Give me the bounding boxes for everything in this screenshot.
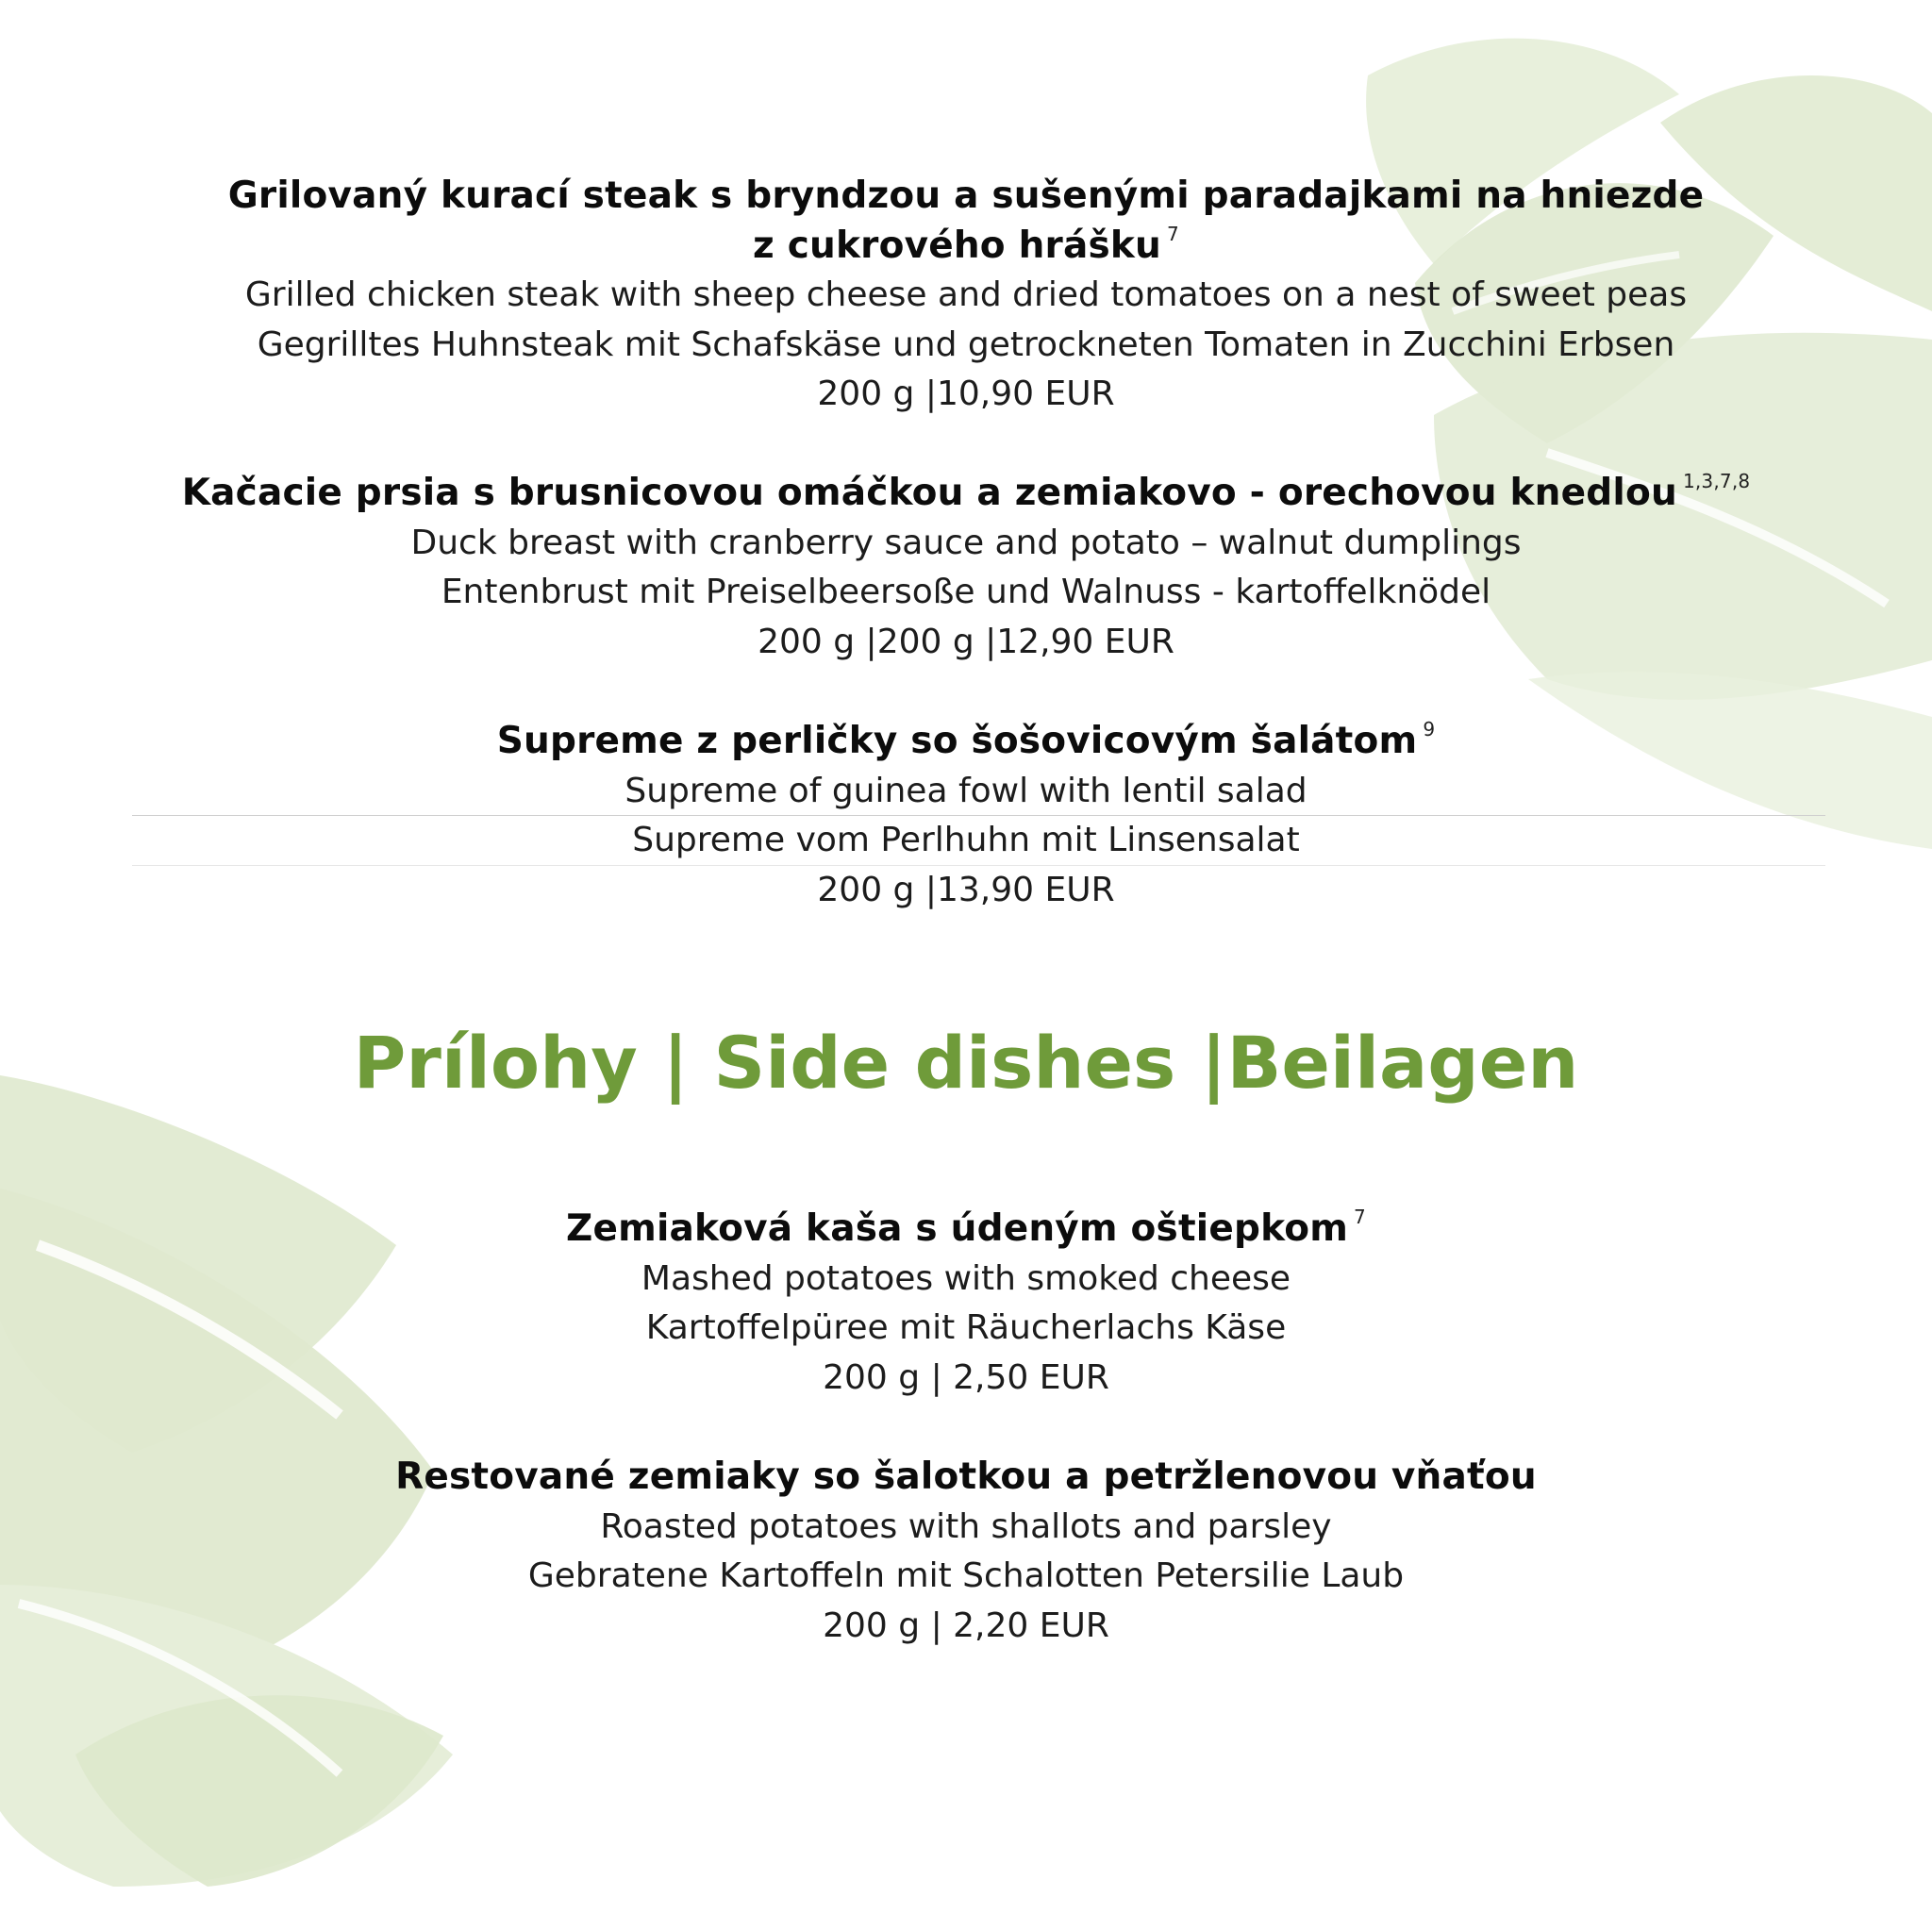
dish-title-continued: z cukrového hrášku $^7$ [753,222,1179,267]
allergen-codes: 9 [1423,718,1436,740]
side-dish-price: 200 g | 2,20 EUR [823,1605,1109,1645]
dish-german: Gegrilltes Huhnsteak mit Schafskäse und getrockneten Tomaten in Zucchini Erbsen [257,324,1675,364]
dish-price: 200 g |10,90 EUR [817,374,1115,413]
dish-english: Supreme of guinea fowl with lentil salad [625,771,1307,810]
dish-title: Supreme z perličky so šošovicovým šalátom $^9$ [496,718,1436,762]
section-heading: Prílohy | Side dishes |Beilagen [353,1021,1579,1105]
side-dish-price: 200 g | 2,50 EUR [823,1357,1109,1397]
side-dish-english: Mashed potatoes with smoked cheese [641,1258,1291,1298]
side-dish-german: Kartoffelpüree mit Räucherlachs Käse [645,1308,1287,1347]
divider-line [132,865,1825,866]
dish-english: Grilled chicken steak with sheep cheese and dried tomatoes on a nest of sweet peas [244,275,1688,314]
dish-item [0,469,1932,667]
allergen-codes: 7 [1354,1206,1366,1228]
dish-title: Kačacie prsia s brusnicovou omáčkou a zemiakovo - orechovou knedlou $^{1,3,7,8}$ [181,470,1751,514]
side-dish-english: Roasted potatoes with shallots and parsley [600,1506,1332,1546]
divider-line [132,815,1825,816]
allergen-codes: 7 [1167,222,1179,245]
side-dish-item [0,1205,1932,1403]
dish-item [0,172,1932,420]
dish-german: Entenbrust mit Preiselbeersoße und Walnuss - kartoffelknödel [441,573,1491,611]
allergen-codes: 1,3,7,8 [1682,470,1751,492]
dish-price: 200 g |200 g |12,90 EUR [758,622,1174,661]
dish-title: Grilovaný kurací steak s bryndzou a sušenými paradajkami na hniezde [227,175,1705,217]
side-dish-item [0,1453,1932,1651]
side-dish-title: Restované zemiaky so šalotkou a petržlenovou vňaťou [395,1456,1537,1498]
dish-english: Duck breast with cranberry sauce and potato – walnut dumplings [410,523,1522,562]
side-dish-title: Zemiaková kaša s údeným oštiepkom $^7$ [566,1206,1366,1250]
dish-item [0,717,1932,915]
dish-price: 200 g |13,90 EUR [817,870,1115,909]
side-dish-german: Gebratene Kartoffeln mit Schalotten Petersilie Laub [527,1556,1405,1595]
dish-german: Supreme vom Perlhuhn mit Linsensalat [632,821,1300,859]
